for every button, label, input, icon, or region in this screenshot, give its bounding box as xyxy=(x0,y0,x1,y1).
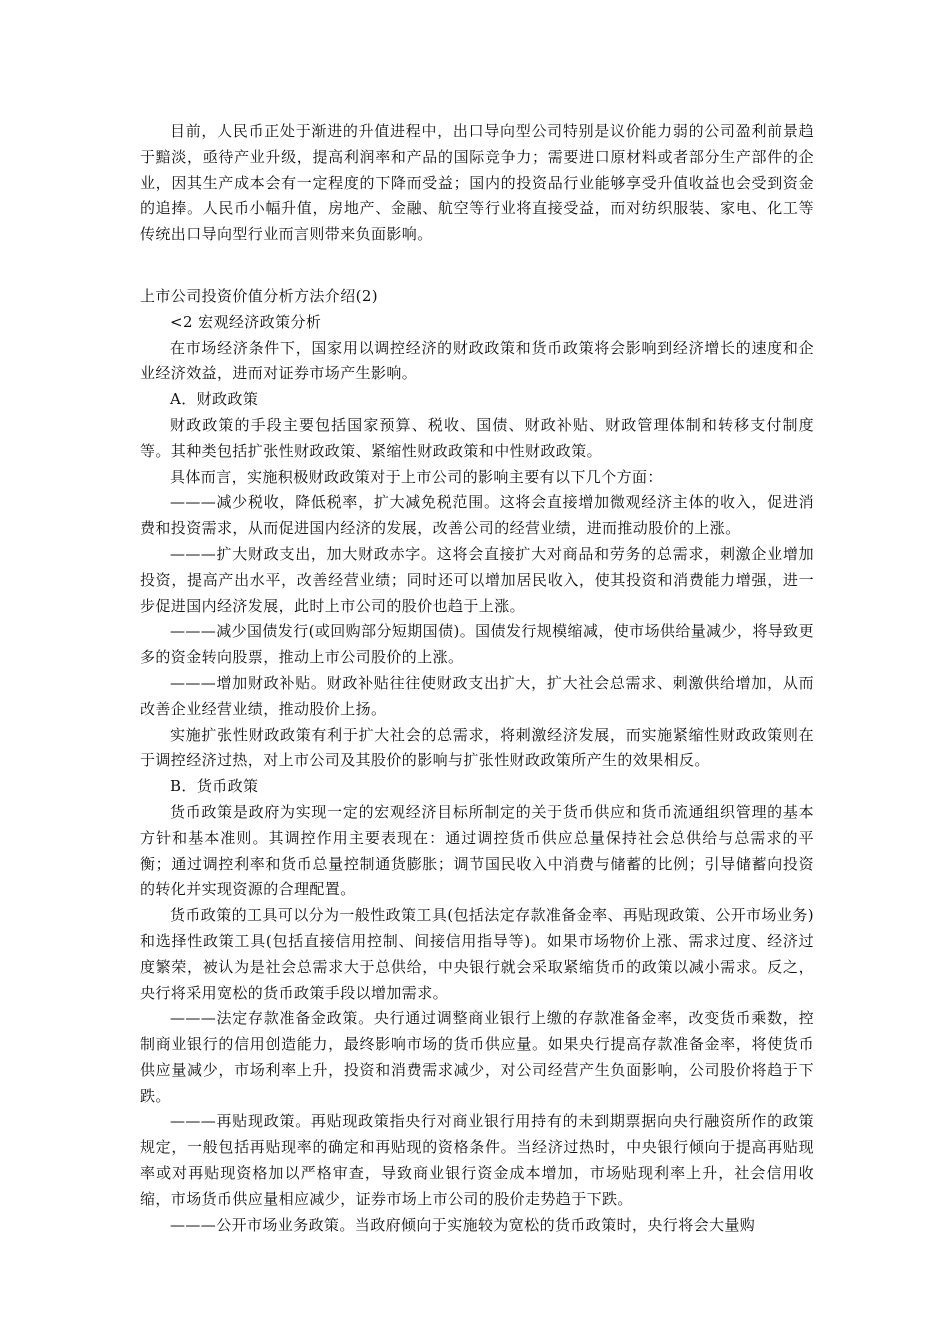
paragraph-2: 财政政策的手段主要包括国家预算、税收、国债、财政补贴、财政管理体制和转移支付制度等。其种类包括扩张性财政政策、紧缩性财政政策和中性财政政策。 xyxy=(140,415,814,460)
paragraph-8: 实施扩张性财政政策有利于扩大社会的总需求，将刺激经济发展，而实施紧缩性财政政策则在于调控经济过热，对上市公司及其股价的影响与扩张性财政政策所产生的效果相反。 xyxy=(140,725,814,770)
paragraph-4: ———减少税收，降低税率，扩大减免税范围。这将会直接增加微观经济主体的收入，促进消费和投资需求，从而促进国内经济的发展，改善公司的经营业绩，进而推动股价的上涨。 xyxy=(140,493,814,538)
document-body xyxy=(140,119,814,1238)
subheading-monetary-policy: B．货币政策 xyxy=(170,777,259,796)
section-heading: <2 宏观经济政策分析 xyxy=(170,312,322,331)
paragraph-13: ———公开市场业务政策。当政府倾向于实施较为宽松的货币政策时，央行将会大量购 xyxy=(170,1215,756,1234)
intro-paragraph: 目前，人民币正处于渐进的升值进程中，出口导向型公司特别是议价能力弱的公司盈利前景趋于黯淡，亟待产业升级，提高利润率和产品的国际竞争力；需要进口原材料或者部分生产部件的企业，因其生产成本会有一定程度的下降而受益；国内的投资品行业能够享受升值收益也会受到资金的追捧。人民币小幅升值，房地产、金融、航空等行业将直接受益，而对纺织服装、家电、化工等传统出口导向型行业而言则带来负面影响。 xyxy=(140,122,814,244)
article-title: 上市公司投资价值分析方法介绍(2) xyxy=(140,286,379,305)
paragraph-5: ———扩大财政支出，加大财政赤字。这将会直接扩大对商品和劳务的总需求，刺激企业增加投资，提高产出水平，改善经营业绩；同时还可以增加居民收入，使其投资和消费能力增强，进一步促进国内经济发展，此时上市公司的股价也趋于上涨。 xyxy=(140,544,814,615)
paragraph-12: ———再贴现政策。再贴现政策指央行对商业银行用持有的未到期票据向央行融资所作的政策规定，一般包括再贴现率的确定和再贴现的资格条件。当经济过热时，中央银行倾向于提高再贴现率或对再贴现资格加以严格审查，导致商业银行资金成本增加，市场贴现利率上升，社会信用收缩，市场货币供应量相应减少，证券市场上市公司的股价走势趋于下跌。 xyxy=(140,1112,814,1208)
paragraph-1: 在市场经济条件下，国家用以调控经济的财政政策和货币政策将会影响到经济增长的速度和企业经济效益，进而对证券市场产生影响。 xyxy=(140,338,814,383)
paragraph-3: 具体而言，实施积极财政政策对于上市公司的影响主要有以下几个方面： xyxy=(170,467,663,486)
paragraph-7: ———增加财政补贴。财政补贴往往使财政支出扩大，扩大社会总需求、刺激供给增加，从而改善企业经营业绩，推动股价上扬。 xyxy=(140,673,814,718)
paragraph-gap xyxy=(140,248,814,284)
paragraph-10: 货币政策的工具可以分为一般性政策工具(包括法定存款准备金率、再贴现政策、公开市场业务)和选择性政策工具(包括直接信用控制、间接信用指导等)。如果市场物价上涨、需求过度、经济过度繁荣，被认为是社会总需求大于总供给，中央银行就会采取紧缩货币的政策以减小需求。反之，央行将采用宽松的货币政策手段以增加需求。 xyxy=(140,906,814,1002)
paragraph-11: ———法定存款准备金政策。央行通过调整商业银行上缴的存款准备金率，改变货币乘数，控制商业银行的信用创造能力，最终影响市场的货币供应量。如果央行提高存款准备金率，将使货币供应量减少，市场利率上升，投资和消费需求减少，对公司经营产生负面影响，公司股价将趋于下跌。 xyxy=(140,1009,814,1105)
subheading-fiscal-policy: A．财政政策 xyxy=(170,390,259,409)
paragraph-6: ———减少国债发行(或回购部分短期国债)。国债发行规模缩减，使市场供给量减少，将导致更多的资金转向股票，推动上市公司股价的上涨。 xyxy=(140,622,814,667)
paragraph-9: 货币政策是政府为实现一定的宏观经济目标所制定的关于货币供应和货币流通组织管理的基本方针和基本准则。其调控作用主要表现在：通过调控货币供应总量保持社会总供给与总需求的平衡；通过调控利率和货币总量控制通货膨胀；调节国民收入中消费与储蓄的比例；引导储蓄向投资的转化并实现资源的合理配置。 xyxy=(140,802,814,899)
